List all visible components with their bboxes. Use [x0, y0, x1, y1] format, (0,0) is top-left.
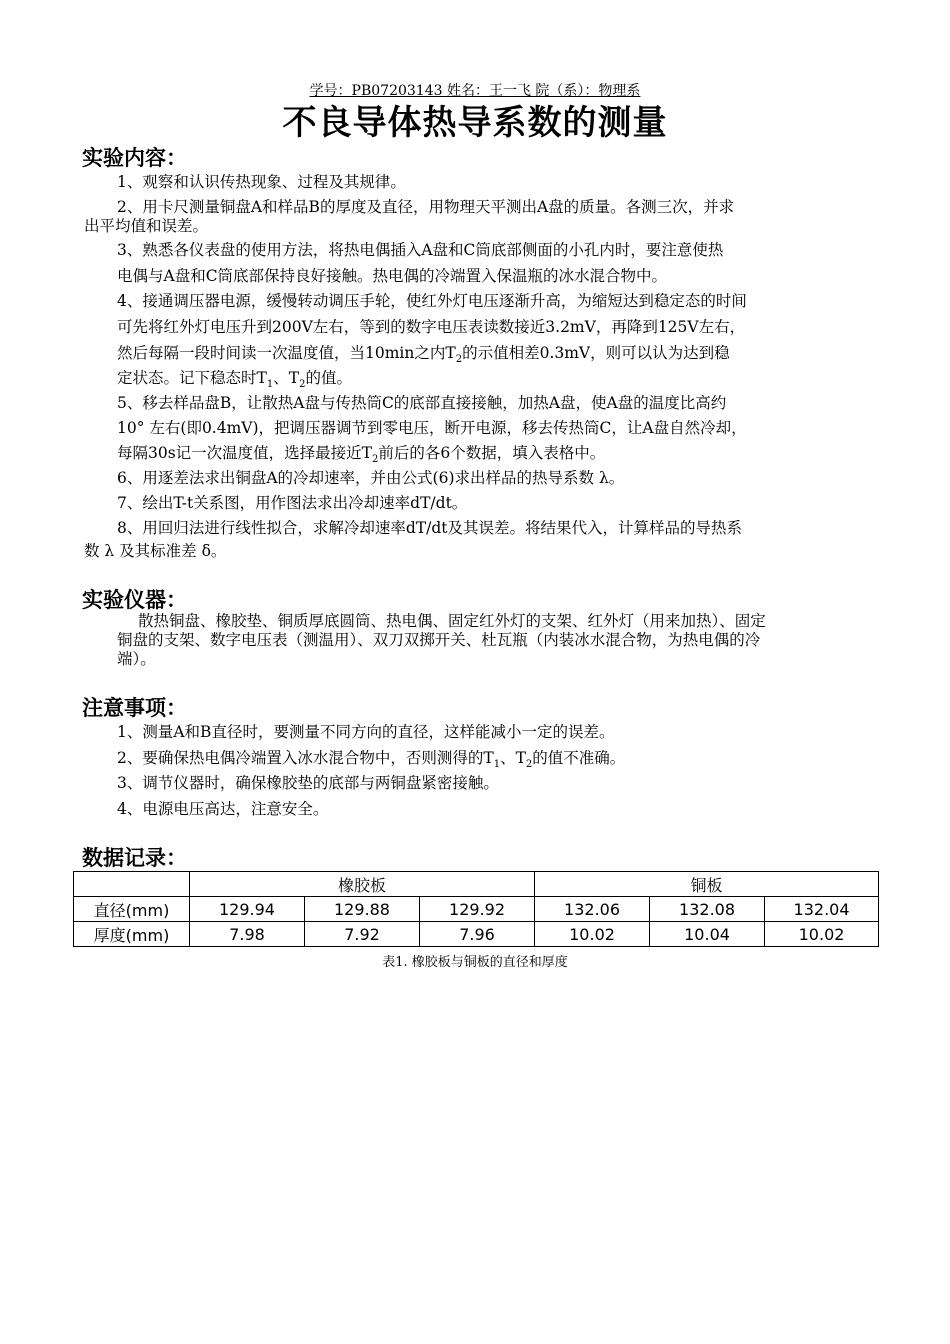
content-item-4-line4 — [117, 366, 352, 390]
section-heading-apparatus: 实验仪器： — [82, 588, 187, 612]
subscript-2: 2 — [525, 759, 533, 771]
table-cell: 132.08 — [650, 897, 765, 922]
content-item-8: 8、用回归法进行线性拟合，求解冷却速率dT/dt及其误差。将结果代入，计算样品的导热系 — [117, 519, 742, 537]
table-corner-cell — [74, 872, 190, 897]
table-caption: 表1. 橡胶板与铜板的直径和厚度 — [382, 955, 568, 970]
table-cell: 10.02 — [765, 922, 879, 947]
content-item-2: 2、用卡尺测量铜盘A和样品B的厚度及直径，用物理天平测出A盘的质量。各测三次，并求 — [117, 198, 735, 216]
content-item-6: 6、用逐差法求出铜盘A的冷却速率，并由公式(6)求出样品的热导系数 λ。 — [117, 469, 625, 487]
document-title: 不良导体热导系数的测量 — [282, 103, 668, 143]
table-row — [74, 897, 879, 922]
content-item-4-line4-c: 的值。 — [305, 369, 352, 387]
notes-item-2-c: 的值不准确。 — [532, 749, 626, 767]
content-item-5-line3-b: 前后的各6个数据，填入表格中。 — [378, 444, 606, 462]
table-cell: 7.98 — [190, 922, 305, 947]
table-cell: 7.96 — [420, 922, 535, 947]
table-row — [74, 922, 879, 947]
table-row-label: 直径(mm) — [74, 897, 190, 922]
subscript-2: 2 — [455, 354, 463, 366]
content-item-1: 1、观察和认识传热现象、过程及其规律。 — [117, 173, 406, 191]
subscript-1: 1 — [266, 379, 274, 391]
content-item-2-cont: 出平均值和误差。 — [84, 217, 209, 235]
content-item-5-line3-a: 每隔30s记一次温度值，选择最接近T — [117, 444, 373, 462]
table-header-row — [74, 872, 879, 897]
content-item-3: 3、熟悉各仪表盘的使用方法，将热电偶插入A盘和C筒底部侧面的小孔内时，要注意使热 — [117, 241, 724, 259]
section-heading-content: 实验内容： — [82, 146, 187, 170]
subscript-1: 1 — [493, 759, 501, 771]
notes-item-2-a: 2、要确保热电偶冷端置入冰水混合物中，否则测得的T — [117, 749, 494, 767]
student-info-line — [0, 82, 950, 100]
table-cell: 129.94 — [190, 897, 305, 922]
content-item-4: 4、接通调压器电源，缓慢转动调压手轮，使红外灯电压逐渐升高，为缩短达到稳定态的时间 — [117, 292, 747, 310]
content-item-4-line3-a: 然后每隔一段时间读一次温度值，当10min之内T — [117, 344, 456, 362]
content-item-4-line3 — [117, 341, 730, 365]
table-cell: 10.04 — [650, 922, 765, 947]
table-cell: 132.06 — [535, 897, 650, 922]
student-info-text: 学号：PB07203143 姓名：王一飞 院（系）：物理系 — [309, 83, 641, 99]
table-group-header-rubber: 橡胶板 — [190, 872, 535, 897]
content-item-4-line4-b: 、T — [273, 369, 300, 387]
table-cell: 7.92 — [305, 922, 420, 947]
table-row-label: 厚度(mm) — [74, 922, 190, 947]
subscript-2: 2 — [372, 454, 379, 466]
notes-item-2 — [117, 746, 625, 770]
content-item-4-line4-a: 定状态。记下稳态时T — [117, 369, 267, 387]
content-item-5: 5、移去样品盘B，让散热A盘与传热筒C的底部直接接触，加热A盘，使A盘的温度比高约 — [117, 394, 727, 412]
section-heading-data: 数据记录： — [82, 846, 187, 870]
apparatus-line-3: 端）。 — [117, 650, 156, 668]
subscript-2: 2 — [299, 379, 306, 391]
content-item-4-line2: 可先将红外灯电压升到200V左右，等到的数字电压表读数接近3.2mV，再降到125V左右， — [117, 318, 746, 336]
notes-item-4: 4、电源电压高达，注意安全。 — [117, 800, 329, 818]
notes-item-2-b: 、T — [500, 749, 526, 767]
content-item-4-line3-b: 的示值相差0.3mV，则可以认为达到稳 — [462, 344, 730, 362]
section-heading-notes: 注意事项： — [82, 696, 187, 720]
content-item-7: 7、绘出T-t关系图，用作图法求出冷却速率dT/dt。 — [117, 494, 468, 512]
apparatus-line-1: 散热铜盘、橡胶垫、铜质厚底圆筒、热电偶、固定红外灯的支架、红外灯（用来加热）、固定 — [138, 612, 766, 630]
content-item-5-line3 — [117, 441, 605, 465]
content-item-3-cont: 电偶与A盘和C筒底部保持良好接触。热电偶的冷端置入保温瓶的冰水混合物中。 — [117, 267, 668, 285]
table-cell: 10.02 — [535, 922, 650, 947]
table-cell: 129.92 — [420, 897, 535, 922]
table-group-header-copper: 铜板 — [535, 872, 879, 897]
table-cell: 132.04 — [765, 897, 879, 922]
notes-item-3: 3、调节仪器时，确保橡胶垫的底部与两铜盘紧密接触。 — [117, 774, 499, 792]
content-item-8-cont: 数 λ 及其标准差 δ。 — [84, 542, 227, 560]
table-cell: 129.88 — [305, 897, 420, 922]
notes-item-1: 1、测量A和B直径时，要测量不同方向的直径，这样能减小一定的误差。 — [117, 723, 615, 741]
measurement-table — [73, 871, 879, 947]
apparatus-line-2: 铜盘的支架、数字电压表（测温用）、双刀双掷开关、杜瓦瓶（内装冰水混合物，为热电偶的冷 — [117, 631, 761, 649]
content-item-5-line2: 10° 左右(即0.4mV)，把调压器调节到零电压，断开电源，移去传热筒C，让A盘自然冷却， — [117, 419, 747, 437]
